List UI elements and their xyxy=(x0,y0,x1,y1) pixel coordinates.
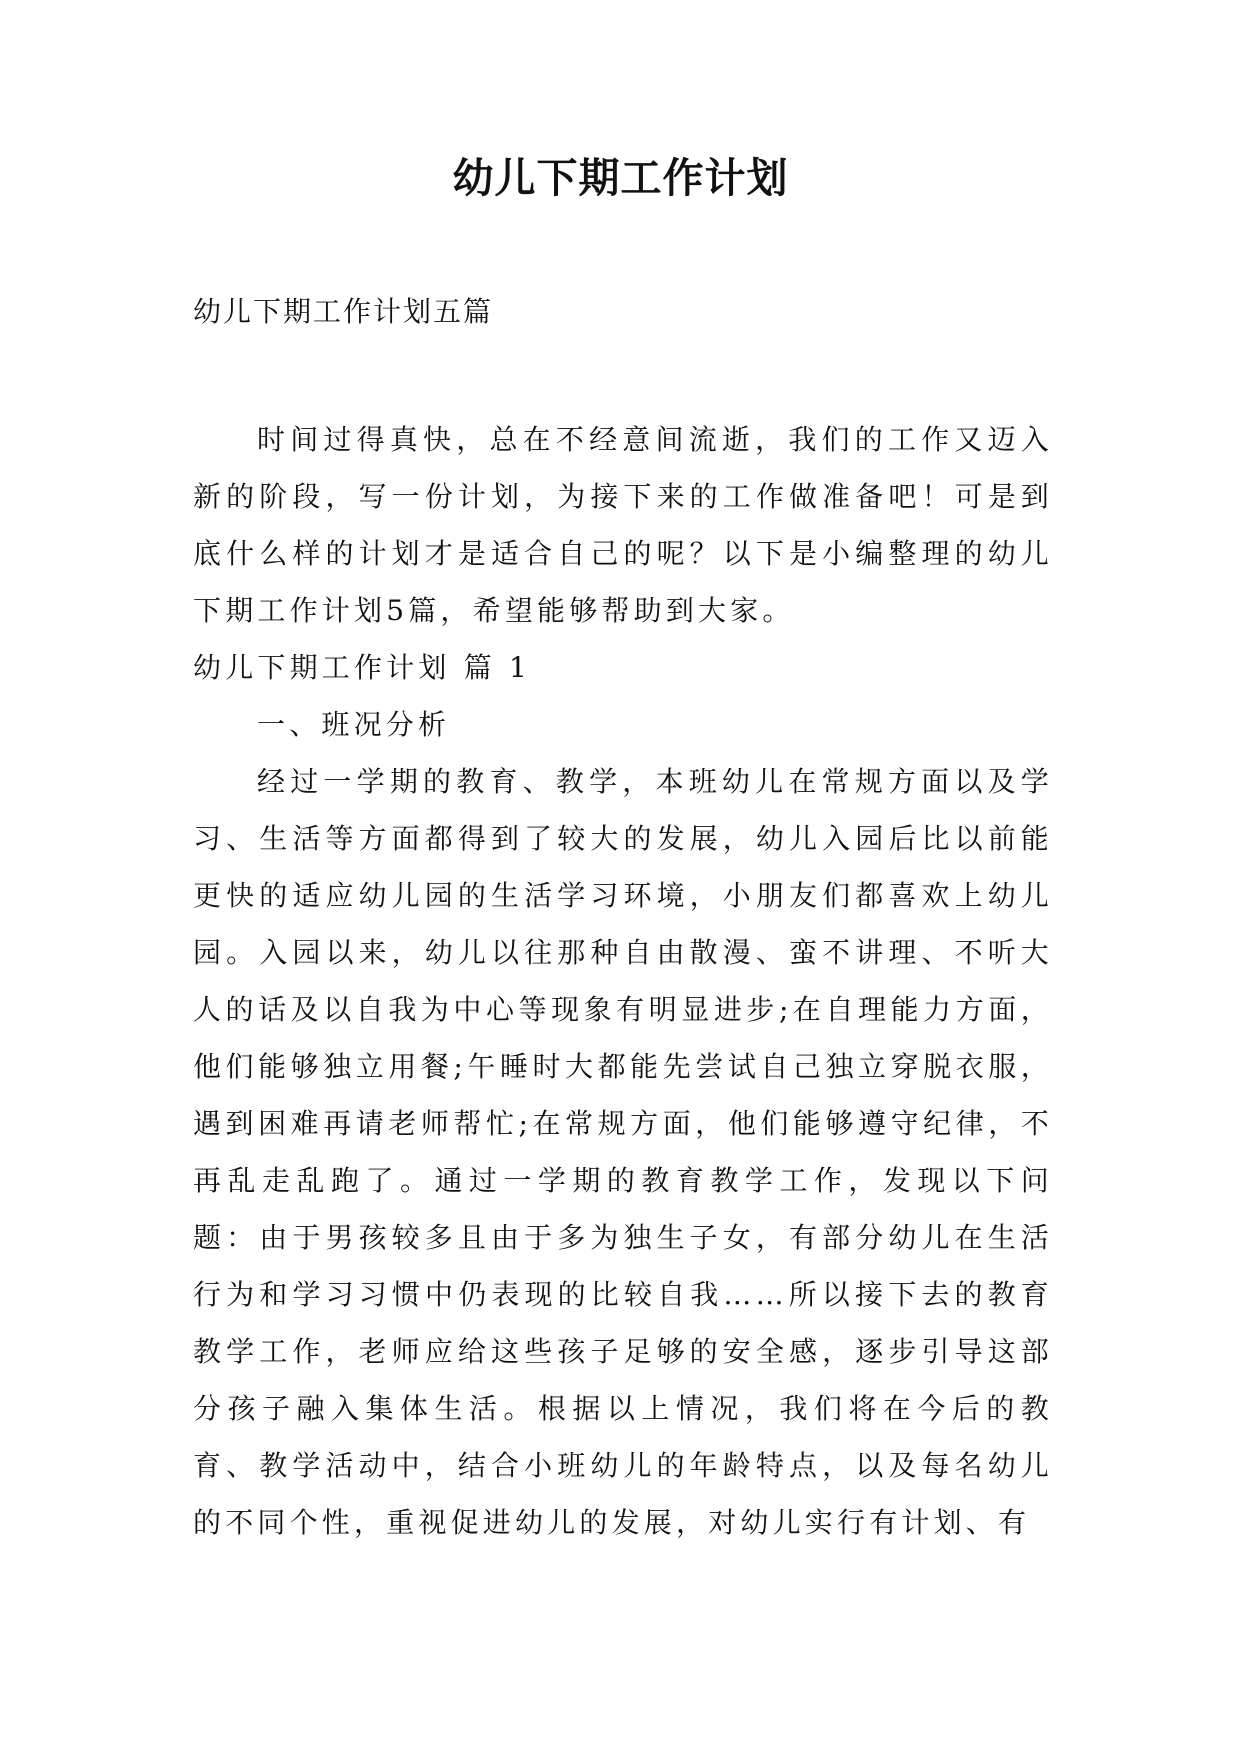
body-paragraph: 经过一学期的教育、教学，本班幼儿在常规方面以及学习、生活等方面都得到了较大的发展，幼儿入园后比以前能更快的适应幼儿园的生活学习环境，小朋友们都喜欢上幼儿园。入园以来，幼儿以往那种自由散漫、蛮不讲理、不听大人的话及以自我为中心等现象有明显进步;在自理能力方面，他们能够独立用餐;午睡时大都能先尝试自己独立穿脱衣服，遇到困难再请老师帮忙;在常规方面，他们能够遵守纪律，不再乱走乱跑了。通过一学期的教育教学工作，发现以下问题：由于男孩较多且由于多为独生子女，有部分幼儿在生活行为和学习习惯中仍表现的比较自我……所以接下去的教育教学工作，老师应给这些孩子足够的安全感，逐步引导这部分孩子融入集体生活。根据以上情况，我们将在今后的教育、教学活动中，结合小班幼儿的年龄特点，以及每名幼儿的不同个性，重视促进幼儿的发展，对幼儿实行有计划、有 xyxy=(193,765,1053,1539)
subheading: 一、班况分析 xyxy=(257,708,451,741)
document-title: 幼儿下期工作计划 xyxy=(452,154,789,202)
document-body xyxy=(193,411,1053,1551)
document-subtitle: 幼儿下期工作计划五篇 xyxy=(193,295,494,328)
section-heading: 幼儿下期工作计划 篇 1 xyxy=(193,651,532,684)
intro-paragraph: 时间过得真快，总在不经意间流逝，我们的工作又迈入新的阶段，写一份计划，为接下来的工作做准备吧！可是到底什么样的计划才是适合自己的呢？以下是小编整理的幼儿下期工作计划5篇，希望能够帮助到大家。 xyxy=(193,423,1053,627)
